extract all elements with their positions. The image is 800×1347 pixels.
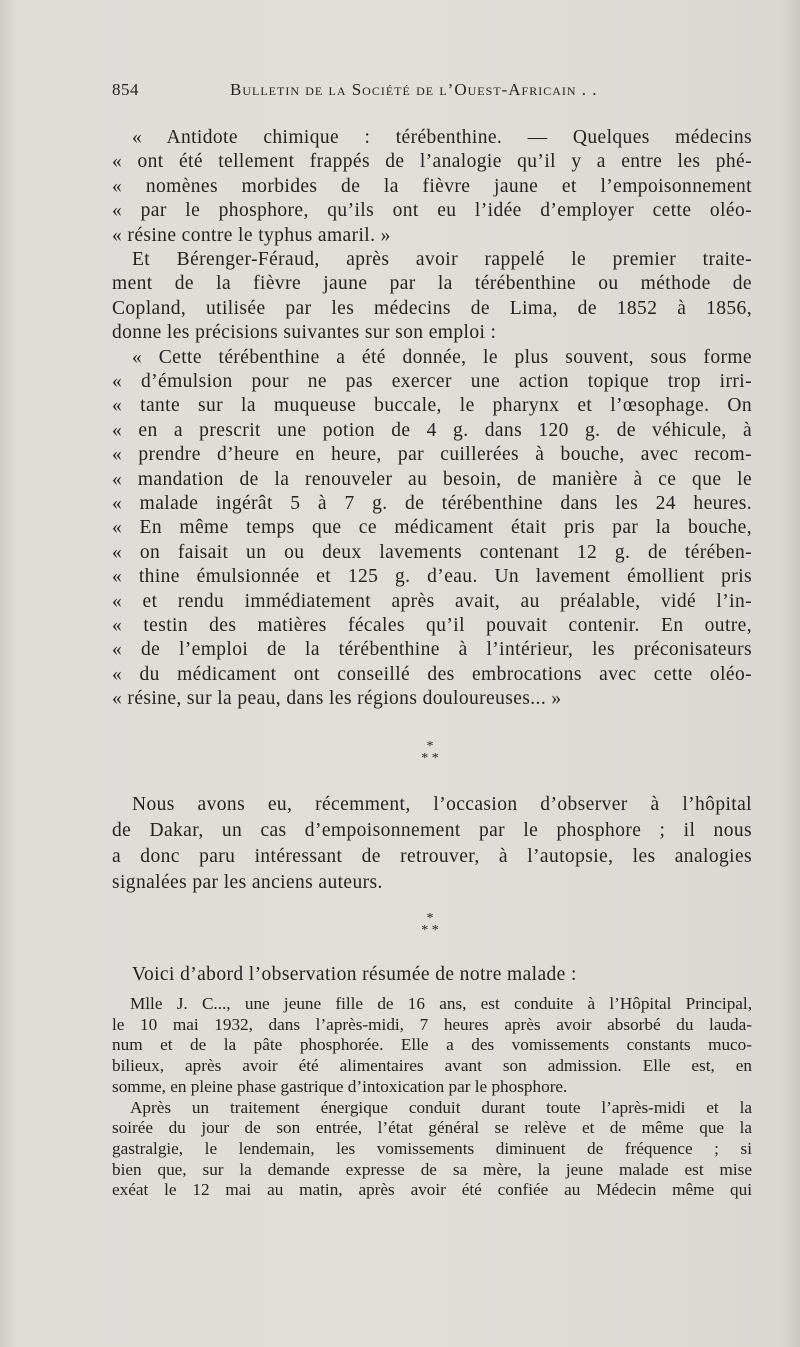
text-line: « tante sur la muqueuse buccale, le pharynx et l’œsophage. On: [112, 395, 752, 417]
text-line: « En même temps que ce médicament était pris par la bouche,: [112, 517, 752, 539]
text-line: « testin des matières fécales qu’il pouvait contenir. En outre,: [112, 615, 752, 636]
text-line: « et rendu immédiatement après avait, au préalable, vidé l’in-: [112, 590, 752, 612]
text-line: « résine contre le typhus amaril. »: [112, 224, 391, 246]
text-line: « du médicament ont conseillé des embrocations avec cette oléo-: [112, 663, 752, 685]
text-line: « thine émulsionnée et 125 g. d’eau. Un lavement émollient pris: [112, 566, 752, 588]
text-line: bilieux, après avoir été alimentaires avant son admission. Elle est, en: [112, 1056, 752, 1076]
text-line: Copland, utilisée par les médecins de Lima, de 1852 à 1856,: [112, 297, 752, 319]
text-line: donne les précisions suivantes sur son emploi :: [112, 322, 497, 344]
text-line: exéat le 12 mai au matin, après avoir été confiée au Médecin même qui: [112, 1180, 752, 1200]
text-line: « Cette térébenthine a été donnée, le plus souvent, sous forme: [132, 346, 752, 368]
text-line: « nomènes morbides de la fièvre jaune et l’empoisonnement: [112, 175, 752, 197]
text-line: bien que, sur la demande expresse de sa mère, la jeune malade est mise: [112, 1159, 752, 1179]
text-line: ment de la fièvre jaune par la térébenthine ou méthode de: [112, 273, 752, 295]
text-line: « par le phosphore, qu’ils ont eu l’idée d’employer cette oléo-: [112, 200, 752, 222]
text-line: « résine, sur la peau, dans les régions douloureuses... »: [112, 688, 562, 710]
text-line: « de l’emploi de la térébenthine à l’intérieur, les préconisateurs: [112, 639, 752, 661]
text-line: « d’émulsion pour ne pas exercer une action topique trop irri-: [112, 371, 752, 392]
text-line: Et Bérenger-Féraud, après avoir rappelé le premier traite-: [132, 249, 752, 270]
text-line: « on faisait un ou deux lavements contenant 12 g. de térében-: [112, 541, 752, 563]
text-line: « prendre d’heure en heure, par cuillerées à bouche, avec recom-: [112, 444, 752, 466]
text-line: « ont été tellement frappés de l’analogie qu’il y a entre les phé-: [112, 151, 752, 173]
text-line: de Dakar, un cas d’empoisonnement par le phosphore ; il nous: [112, 820, 752, 841]
asterism-divider: [415, 741, 445, 765]
text-line: somme, en pleine phase gastrique d’intoxication par le phosphore.: [112, 1076, 568, 1096]
text-line: soirée du jour de son entrée, l’état général se relève et de même que la: [112, 1118, 752, 1138]
text-line: signalées par les anciens auteurs.: [112, 872, 383, 893]
running-title: Bulletin de la Société de l’Ouest-Africain . .: [230, 80, 598, 99]
text-line: gastralgie, le lendemain, les vomissements diminuent de fréquence ; si: [112, 1138, 752, 1158]
text-line: « malade ingérât 5 à 7 g. de térébenthine dans les 24 heures.: [112, 493, 752, 514]
text-line: Mlle J. C..., une jeune fille de 16 ans, est conduite à l’Hôpital Principal,: [130, 994, 752, 1013]
text-line: le 10 mai 1932, dans l’après-midi, 7 heures après avoir absorbé du lauda-: [112, 1014, 752, 1034]
text-line: num et de la pâte phosphorée. Elle a des vomissements constants muco-: [112, 1035, 752, 1055]
asterism-top: *: [426, 739, 434, 754]
text-line: Après un traitement énergique conduit durant toute l’après-midi et la: [130, 1097, 752, 1117]
text-line: « mandation de la renouveler au besoin, de manière à ce que le: [112, 468, 752, 490]
asterism-top: *: [426, 911, 434, 926]
text-line: « Antidote chimique : térébenthine. — Quelques médecins: [132, 127, 752, 148]
asterism-bottom: * *: [421, 923, 439, 938]
page-number: 854: [112, 80, 139, 99]
asterism-bottom: * *: [421, 751, 439, 766]
text-line: Voici d’abord l’observation résumée de notre malade :: [132, 964, 577, 985]
text-line: « en a prescrit une potion de 4 g. dans 120 g. de véhicule, à: [112, 419, 752, 441]
text-line: Nous avons eu, récemment, l’occasion d’observer à l’hôpital: [132, 794, 752, 815]
text-line: a donc paru intéressant de retrouver, à l’autopsie, les analogies: [112, 846, 752, 867]
asterism-divider: [415, 913, 445, 937]
